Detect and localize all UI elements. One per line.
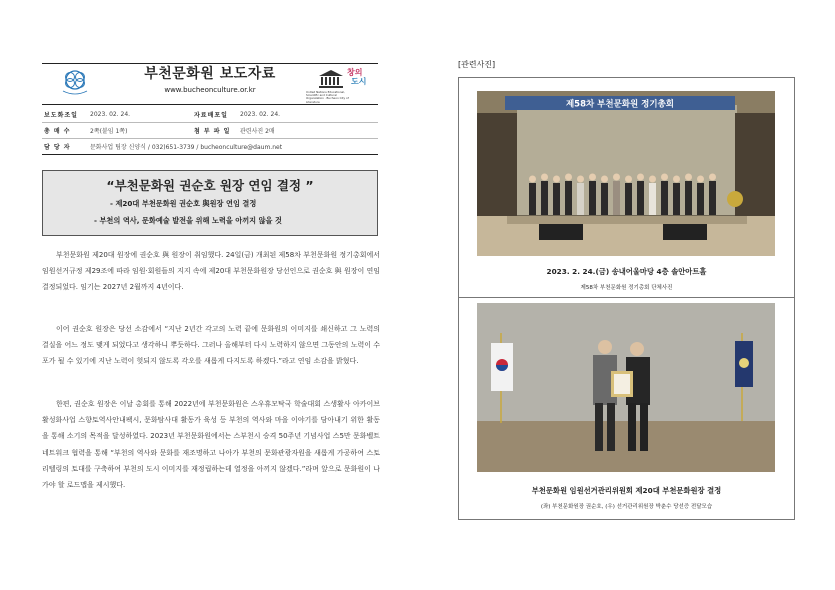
certificate-photo	[477, 303, 775, 472]
body-paragraph-3: 한편, 권순호 원장은 이날 총회를 통해 2022년에 부천문화원은 스우휴모탁국 학술대회 스생활사 아카이브활성화사업 스향토역사안내팩시, 문화탐사대 활동가 육성 등 부천의 역사와 마을 이야기를 담아내기 위한 활동을 통해 소기의 목적을 달성하였다. 2023년 부천문화원에서는 스부천시 승격 50주년 기념사업 스5만 문화벨트 네트워크 협력을 통해 “부천의 역사와 문화를 재조명하고 나아가 부천의 문화관광자원을 새롭게 가공하여 스토리텔링의 토대를 구축하여 부천의 도시 이미지를 재정립하는데 열정을 아끼지 않겠다.”라며 앞으로 문화원이 나가야 할 로드맵을 제시했다.	[42, 400, 380, 490]
header-bottom-rule	[42, 104, 378, 105]
headline-subtitle-1: - 제20대 부천문화원 권순호 與원장 연임 결정	[110, 199, 257, 208]
photo2-subcaption: (좌) 부천문화원장 권순호, (우) 선거관리위원장 박춘수 당선증 전달모습	[540, 504, 713, 510]
table-row	[42, 139, 378, 155]
release-date-value: 2023. 02. 24.	[88, 107, 192, 123]
page-title: 부천문화원 보도자료	[144, 66, 276, 82]
photo1-subcaption: 제58차 부천문화원 정기총회 단체사진	[580, 285, 673, 291]
bucheon-culture-logo-icon	[57, 67, 93, 99]
photo2-caption: 부천문화원 임원선거관리위원회 제20대 부천문화원장 결정	[531, 486, 722, 495]
website-url: www.bucheonculture.or.kr	[164, 86, 256, 94]
unesco-logo-icon	[316, 68, 346, 90]
photo-divider	[458, 297, 795, 298]
creative-city-line1: 창의	[347, 68, 363, 77]
creative-city-line2: 도시	[351, 77, 367, 86]
release-date-label: 보도화조일	[42, 107, 88, 123]
body-paragraph-2: 이어 권순호 원장은 당선 소감에서 “지난 2년간 각고의 노력 끝에 문화원의 이미지를 쇄신하고 그 노력의 결실을 어느 정도 맺게 되었다고 생각하니 뿌듯하다. 그러나 올해부터 다시 노력하지 않으면 그동안의 노력이 수포가 될 수 있기에 지난 노력이 헛되지 않도록 각오를 새롭게 다지도록 하겠다.”라고 연임 소감을 밝혔다.	[42, 325, 380, 366]
contact-label: 담 당 자	[42, 139, 88, 155]
attachment-label: 첨 부 파 일	[192, 123, 238, 139]
table-row	[42, 107, 378, 123]
photo1-caption: 2023. 2. 24.(금) 송내어울마당 4층 솔안아트홀	[546, 267, 707, 276]
headline-title: “부천문화원 권순호 원장 연임 결정 ”	[106, 178, 314, 193]
provide-date-label: 자료배포일	[192, 107, 238, 123]
banner-text: 제58차 부천문화원 정기총회	[565, 99, 675, 110]
press-info-table	[42, 107, 378, 155]
pages-label: 총 매 수	[42, 123, 88, 139]
group-photo	[477, 91, 775, 256]
table-row	[42, 123, 378, 139]
related-photos-label: [관련사진]	[458, 60, 496, 69]
pages-value: 2쪽(붙임 1쪽)	[88, 123, 192, 139]
headline-subtitle-2: - 부천의 역사, 문화예술 발전을 위해 노력을 아끼지 않을 것	[94, 216, 282, 225]
unesco-caption: United Nations Educational, Scientific and Cultural Organization · Bucheon City of Literature	[306, 90, 349, 104]
attachment-value: 관련사진 2매	[238, 123, 378, 139]
provide-date-value: 2023. 02. 24.	[238, 107, 378, 123]
creative-city-logo	[347, 68, 377, 96]
contact-value: 문화사업 팀장 신양식 / 032)651-3739 / bucheonculture@daum.net	[88, 139, 378, 155]
body-paragraph-1: 부천문화원 제20대 원장에 권순호 與 원장이 취임했다. 24일(금) 개최된 제58차 부천문화원 정기총회에서 임원선거규정 제29조에 따라 임원·회원들의 지지 속에 제20대 부천문화원장 당선인으로 권순호 與 원장이 연임 결정되었다. 임기는 2027년 2월까지 4년이다.	[42, 251, 380, 292]
